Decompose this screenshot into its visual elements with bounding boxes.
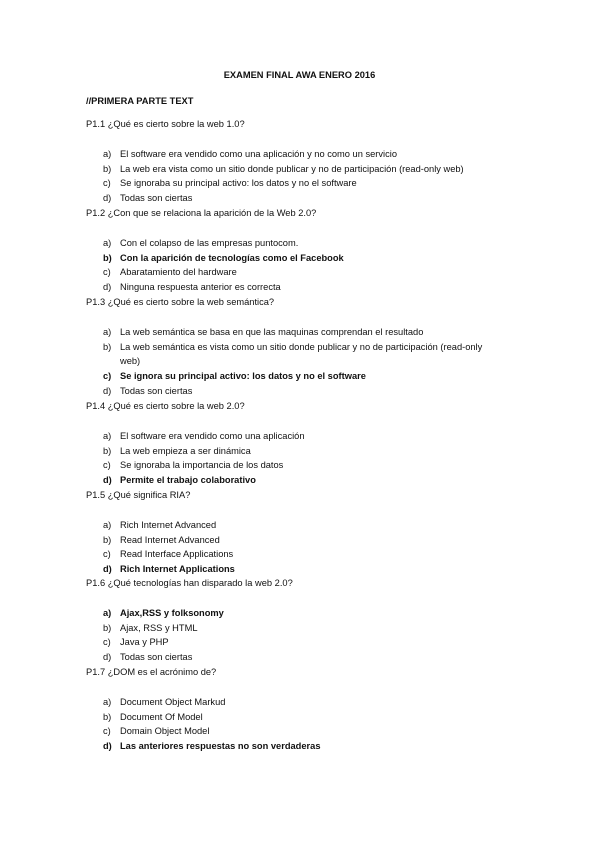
answer-option (86, 236, 490, 251)
answer-option (86, 635, 490, 650)
answer-option (86, 251, 490, 266)
option-letter: c) (103, 267, 111, 278)
answer-option (86, 473, 490, 488)
option-letter: b) (103, 341, 112, 352)
question-text: P1.2 ¿Con que se relaciona la aparición de la Web 2.0? (86, 208, 317, 218)
option-letter: c) (103, 637, 111, 648)
option-text: La web semántica es vista como un sitio donde publicar y no de participación (read-only web) (120, 341, 483, 367)
option-letter: a) (103, 431, 112, 441)
answer-option (86, 325, 490, 340)
option-text: Abaratamiento del hardware (120, 267, 237, 278)
answer-option (86, 147, 490, 162)
option-letter: a) (103, 327, 112, 337)
question-text: P1.4 ¿Qué es cierto sobre la web 2.0? (86, 401, 245, 411)
option-text: Se ignoraba su principal activo: los datos y no el software (120, 178, 357, 189)
answer-option (86, 265, 490, 280)
answer-option (86, 340, 490, 369)
option-text: Se ignora su principal activo: los datos y no el software (120, 371, 366, 382)
answer-option (86, 280, 490, 295)
options-list (86, 236, 490, 295)
options-list (86, 695, 490, 754)
question-1 (86, 118, 490, 206)
answer-option (86, 162, 490, 177)
question-5 (86, 489, 490, 577)
question-7 (86, 666, 490, 754)
question-2 (86, 207, 490, 295)
option-text: La web empieza a ser dinámica (120, 445, 251, 456)
option-text: Rich Internet Applications (120, 564, 235, 575)
options-list (86, 518, 490, 577)
option-letter: c) (103, 549, 111, 560)
option-text: Read Interface Applications (120, 549, 234, 560)
answer-option (86, 384, 490, 399)
option-letter: a) (103, 608, 112, 618)
option-text: Ajax,RSS y folksonomy (120, 608, 224, 618)
answer-option (86, 518, 490, 533)
option-text: Se ignoraba la importancia de los datos (120, 460, 284, 471)
question-6 (86, 577, 490, 665)
option-text: Domain Object Model (120, 726, 210, 737)
option-letter: d) (103, 564, 112, 575)
option-text: Las anteriores respuestas no son verdaderas (120, 741, 321, 752)
option-letter: a) (103, 697, 112, 707)
options-list (86, 606, 490, 665)
answer-option (86, 429, 490, 444)
options-list (86, 325, 490, 399)
answer-option (86, 739, 490, 754)
option-text: Document Of Model (120, 711, 203, 722)
question-4 (86, 400, 490, 488)
question-text: P1.1 ¿Qué es cierto sobre la web 1.0? (86, 119, 245, 129)
answer-option (86, 191, 490, 206)
document-title: EXAMEN FINAL AWA ENERO 2016 (223, 70, 376, 80)
question-text: P1.5 ¿Qué significa RIA? (86, 490, 191, 500)
answer-option (86, 533, 490, 548)
answer-option (86, 369, 490, 384)
option-text: Todas son ciertas (120, 193, 193, 204)
options-list (86, 429, 490, 488)
option-text: Con la aparición de tecnologías como el Facebook (120, 252, 344, 263)
option-letter: c) (103, 460, 111, 471)
option-letter: c) (103, 371, 112, 382)
option-letter: d) (103, 652, 112, 663)
answer-option (86, 621, 490, 636)
option-letter: d) (103, 385, 112, 396)
option-letter: a) (103, 520, 112, 530)
answer-option (86, 547, 490, 562)
option-letter: b) (103, 711, 112, 722)
answer-option (86, 444, 490, 459)
answer-option (86, 606, 490, 621)
option-letter: d) (103, 282, 112, 293)
option-letter: c) (103, 178, 111, 189)
option-letter: b) (103, 163, 112, 174)
option-text: El software era vendido como una aplicación (120, 431, 305, 441)
option-text: El software era vendido como una aplicación y no como un servicio (120, 149, 397, 159)
answer-option (86, 650, 490, 665)
question-text: P1.7 ¿DOM es el acrónimo de? (86, 667, 217, 677)
option-text: Con el colapso de las empresas puntocom. (120, 238, 299, 248)
option-text: La web semántica se basa en que las maquinas comprendan el resultado (120, 327, 424, 337)
option-letter: b) (103, 534, 112, 545)
answer-option (86, 710, 490, 725)
option-text: La web era vista como un sitio donde publicar y no de participación (read-only web) (120, 163, 464, 174)
option-letter: b) (103, 445, 112, 456)
option-text: Read Internet Advanced (120, 534, 220, 545)
option-text: Java y PHP (120, 637, 169, 648)
option-text: Todas son ciertas (120, 385, 193, 396)
question-text: P1.3 ¿Qué es cierto sobre la web semántica? (86, 297, 275, 307)
option-text: Rich Internet Advanced (120, 520, 217, 530)
option-letter: a) (103, 238, 112, 248)
option-letter: b) (103, 252, 112, 263)
answer-option (86, 562, 490, 577)
option-text: Document Object Markud (120, 697, 226, 707)
option-letter: b) (103, 622, 112, 633)
answer-option (86, 724, 490, 739)
option-text: Todas son ciertas (120, 652, 193, 663)
question-3 (86, 296, 490, 399)
question-text: P1.6 ¿Qué tecnologías han disparado la web 2.0? (86, 578, 293, 588)
section-heading: //PRIMERA PARTE TEXT (86, 96, 194, 106)
option-letter: d) (103, 475, 112, 486)
option-text: Permite el trabajo colaborativo (120, 475, 256, 486)
option-text: Ninguna respuesta anterior es correcta (120, 282, 281, 293)
option-letter: d) (103, 193, 112, 204)
answer-option (86, 458, 490, 473)
option-text: Ajax, RSS y HTML (120, 622, 198, 633)
option-letter: d) (103, 741, 112, 752)
options-list (86, 147, 490, 206)
answer-option (86, 176, 490, 191)
option-letter: a) (103, 149, 112, 159)
answer-option (86, 695, 490, 710)
option-letter: c) (103, 726, 111, 737)
